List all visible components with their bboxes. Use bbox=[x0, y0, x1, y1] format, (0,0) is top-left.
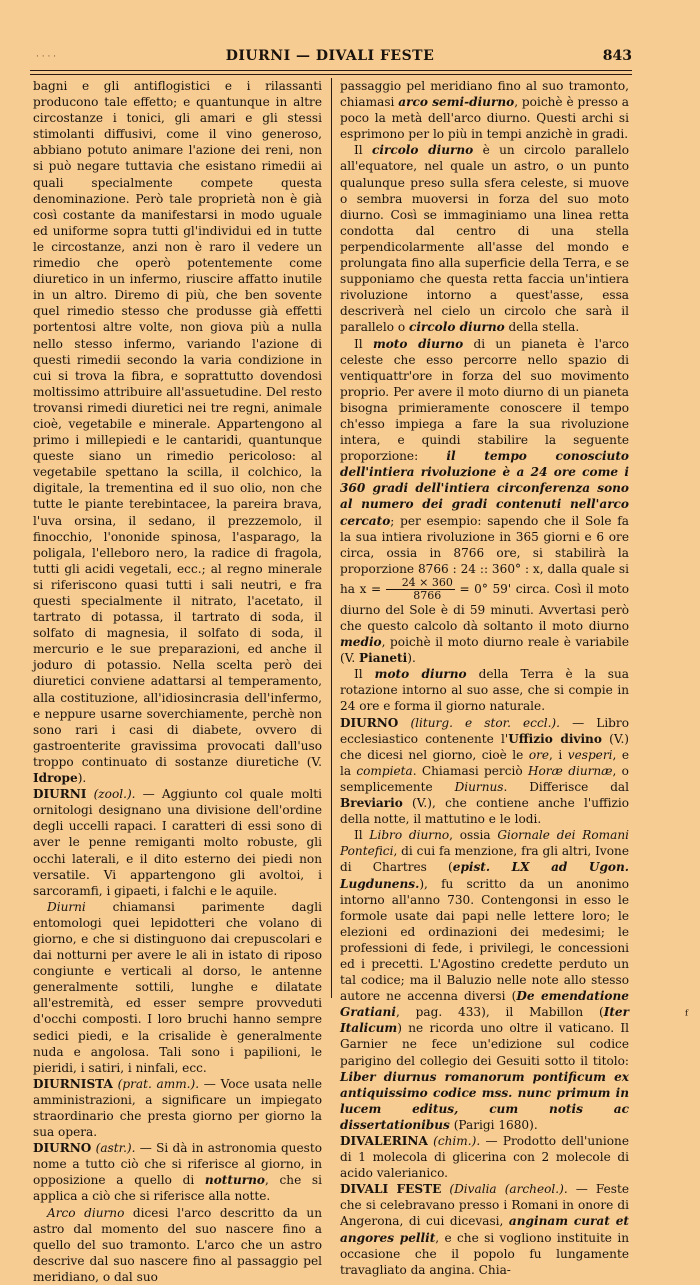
cross-reference: Pianeti bbox=[359, 651, 408, 666]
cross-reference: Uffizio divino bbox=[508, 731, 602, 746]
fraction-numerator: 24 × 360 bbox=[386, 577, 455, 590]
entry-diurni bbox=[33, 786, 322, 899]
paragraph-libro-diurno bbox=[340, 827, 629, 1133]
header-rule-second bbox=[30, 74, 632, 75]
entry-text: — Libro ecclesiastico contenente l' bbox=[340, 715, 629, 746]
cross-reference: Idrope bbox=[33, 771, 78, 786]
column-divider bbox=[331, 78, 332, 998]
entry-headword: DIURNISTA bbox=[33, 1076, 113, 1091]
entry-diurnista bbox=[33, 1076, 322, 1140]
term: Diurni bbox=[47, 899, 86, 914]
term: Diurnus bbox=[454, 779, 504, 794]
paragraph-text: , poichè è presso a poco la metà dell'arco diurno. Questi archi si esprimono per lo più in tempi anzichè in gradi. bbox=[340, 95, 629, 142]
paragraph-text: di un pianeta è l'arco celeste che esso percorre nello spazio di ventiquattr'ore in forza del suo movimento proprio. Per avere il moto diurno di un pianeta bisogna primieramente conoscere il tempo ch'esso impiega a fare la sua rivoluzione intera, e quindi stabilire la seguente proporzione: bbox=[340, 336, 630, 464]
paragraph-text: , pag. 433), il Mabillon ( bbox=[395, 1005, 604, 1020]
entry-headword: DIVALI FESTE bbox=[340, 1182, 442, 1197]
entry-text: , e che si vogliono instituite in occasione che il popolo fu lungamente travagliato da angina. Chia- bbox=[340, 1230, 629, 1277]
paragraph-text: della stella. bbox=[504, 320, 580, 335]
paragraph-circolo-diurno bbox=[340, 142, 629, 335]
entry-text: , i bbox=[549, 747, 568, 762]
cross-reference: Breviario bbox=[340, 796, 403, 811]
paragraph-text: Il bbox=[354, 828, 370, 843]
entry-text: — Prodotto dell'unione di 1 molecola di glicerina con 2 molecole di acido valerianico. bbox=[340, 1134, 629, 1181]
entry-text: , o semplicemente bbox=[340, 763, 629, 794]
entry-text: , e la bbox=[340, 747, 629, 778]
paragraph-text: , ossia bbox=[449, 828, 498, 843]
entry-category: (liturg. e stor. eccl.). bbox=[410, 715, 560, 730]
running-title: DIURNI — DIVALI FESTE bbox=[225, 48, 435, 64]
entry-diurno-liturg bbox=[340, 715, 629, 828]
entry-text: — Feste che si celebravano presso i Romani in onore di Angerona, di cui dicevasi, bbox=[340, 1182, 629, 1229]
term: circolo diurno bbox=[372, 143, 474, 158]
term: arco semi-diurno bbox=[398, 95, 515, 110]
term: Libro diurno bbox=[369, 828, 450, 843]
entry-text: . Chiamasi perciò bbox=[412, 763, 528, 778]
entry-text: — Aggiunto col quale molti ornitologi designano una divisione dell'ordine degli uccelli rapaci. I caratteri di essi sono di aver le penne remiganti molto robuste, gli occhi laterali, e il dito esterno dei piedi non versatile. Vi appartengono gli avoltoi, i sarcoramfi, i gipaeti, i falchi e le aquile. bbox=[33, 787, 322, 898]
header-rule bbox=[30, 70, 632, 71]
paragraph-text: , di cui fa menzione, fra gli altri, Ivone di Chartres ( bbox=[340, 844, 629, 875]
quotation: anginam curat et angores pellit bbox=[340, 1214, 629, 1245]
paragraph-text: è un circolo parallelo all'equatore, nel quale un astro, o un punto qualunque preso sulla sfera celeste, si muove o sembra muoversi in forza del suo moto diurno. Così se immaginiamo una linea retta condotta dal centro di una stella perpendicolarmente all'asse del mondo e prolungata fino alla superficie della Terra, e se supponiamo che questa retta faccia un'intiera rivoluzione intorno a quest'asse, essa descriverà nel cielo un circolo che sarà il parallelo o bbox=[340, 143, 629, 335]
term: Arco diurno bbox=[47, 1205, 125, 1220]
entry-category: (Divalia (archeol.). bbox=[449, 1182, 568, 1197]
paragraph-text: , poichè il moto diurno reale è variabile (V. bbox=[340, 635, 629, 666]
header-dots: · · · · bbox=[36, 52, 57, 62]
left-column bbox=[33, 78, 322, 1285]
paragraph-text: ; per esempio: sapendo che il Sole fa la sua intiera rivoluzione in 365 giorni e 6 ore circa, ossia in 8766 ore, si stabilirà la proporzione 8766 : 24 :: 360° : x, dalla quale si ha x = bbox=[340, 513, 629, 596]
entry-diurno-astr bbox=[33, 1140, 322, 1204]
fraction-denominator: 8766 bbox=[413, 588, 442, 602]
term: moto diurno bbox=[372, 336, 464, 351]
entry-text: — Si dà in astronomia questo nome a tutto ciò che si riferisce al giorno, in opposizione a quello di bbox=[33, 1141, 322, 1188]
paragraph-text: = 0° 59' circa. Così il moto diurno del Sole è di 59 minuti. Avvertasi però che questo calcolo dà soltanto il moto diurno bbox=[340, 581, 629, 633]
paragraph-arco-diurno bbox=[33, 1205, 322, 1285]
proportion-rule: il tempo conosciuto dell'intiera rivoluzione è a 24 ore come i 360 gradi dell'intiera circonferenza sono al numero dei gradi contenuti nell'arco cercato bbox=[340, 449, 629, 528]
paragraph-diurni-entomologia bbox=[33, 899, 322, 1076]
paragraph-diuretici bbox=[33, 78, 322, 786]
citation: epist. LX ad Ugon. Lugdunens. bbox=[340, 860, 630, 891]
term: moto diurno bbox=[374, 667, 467, 682]
term: circolo diurno bbox=[408, 320, 505, 335]
citation: De emendatione Gratiani bbox=[340, 989, 629, 1020]
entry-headword: DIURNO bbox=[33, 1141, 92, 1156]
paragraph-text: Il bbox=[354, 336, 373, 351]
paragraph-text: ), fu scritto da un anonimo intorno all'anno 730. Contengonsi in esso le formole usate dai papi nelle lettere loro; le elezioni ed ordinazioni dei medesimi; le professioni di fede, i privilegi, le concessioni ed i precetti. L'Agostino credette perduto un tal codice; ma il Baluzio nelle note allo stesso autore ne accenna diversi ( bbox=[340, 876, 629, 1004]
entry-headword: DIVALERINA bbox=[340, 1134, 428, 1148]
entry-divali-feste bbox=[340, 1181, 629, 1278]
paragraph-text: dicesi l'arco descritto da un astro dal momento del suo nascere fino a quello del suo tramonto. L'arco che un astro descrive dal suo nascere fino al passaggio pel meridiano, o dal suo bbox=[33, 1205, 322, 1284]
term: Giornale dei Romani Pontefici bbox=[340, 828, 629, 859]
entry-text: , che si applica a ciò che si riferisce alla notte. bbox=[33, 1173, 322, 1204]
corner-mark: ᶠ bbox=[684, 1008, 688, 1024]
paragraph-text: Il bbox=[354, 143, 372, 158]
term: compieta bbox=[356, 763, 413, 778]
entry-category: (prat. amm.). bbox=[117, 1076, 200, 1091]
term: Horæ diurnæ bbox=[527, 763, 613, 778]
entry-text: . Differisce dal bbox=[503, 779, 630, 794]
paragraph-text: passaggio pel meridiano fino al suo tramonto, chiamasi bbox=[340, 79, 629, 110]
entry-text: (V.), che contiene anche l'uffizio della notte, il mattutino e le lodi. bbox=[340, 796, 629, 827]
right-column bbox=[340, 78, 629, 1278]
entry-text: (V.) che dicesi nel giorno, cioè le bbox=[340, 731, 630, 762]
paragraph-text: ). bbox=[407, 651, 416, 666]
term: medio bbox=[340, 635, 382, 650]
running-header bbox=[30, 48, 630, 68]
entry-category: (zool.). bbox=[93, 787, 136, 802]
citation: Iter Italicum bbox=[340, 1005, 629, 1036]
paragraph-text: della Terra è la sua rotazione intorno al suo asse, che si compie in 24 ore e forma il giorno naturale. bbox=[340, 667, 629, 714]
fraction bbox=[386, 577, 455, 602]
paragraph-text: Il bbox=[354, 667, 375, 682]
paragraph-text: ). bbox=[77, 771, 87, 786]
page-number: 843 bbox=[602, 48, 632, 64]
paragraph-text: (Parigi 1680). bbox=[449, 1117, 538, 1132]
entry-category: (astr.). bbox=[95, 1141, 136, 1156]
entry-category: (chim.). bbox=[433, 1134, 481, 1148]
paragraph-text: ) ne ricorda uno oltre il vaticano. Il Garnier ne fece un'edizione sul codice parigino del collegio dei Gesuiti sotto il titolo: bbox=[340, 1021, 629, 1068]
entry-headword: DIURNI bbox=[33, 787, 87, 802]
paragraph-moto-diurno-terra bbox=[340, 666, 629, 714]
citation: Liber diurnus romanorum pontificum ex antiquissimo codice mss. nunc primum in lucem editus, cum notis ac dissertationibus bbox=[340, 1069, 629, 1132]
entry-divalerina bbox=[340, 1133, 629, 1181]
term: notturno bbox=[204, 1173, 265, 1188]
term: ore bbox=[528, 747, 550, 762]
entry-headword: DIURNO bbox=[340, 715, 399, 730]
entry-text: — Voce usata nelle amministrazioni, a significare un impiegato straordinario che presta giorno per giorno la sua opera. bbox=[33, 1076, 322, 1140]
paragraph-moto-diurno-pianeta bbox=[340, 336, 629, 667]
paragraph-arco-semi-diurno bbox=[340, 78, 629, 142]
paragraph-text: bagni e gli antiflogistici e i rilassanti producono tale effetto; e quantunque in altre circostanze i tonici, gli amari e gli stessi stimolanti diffusivi, come il vino generoso, abbiano potuto animare l'azione dei reni, non si può negare tuttavia che esistano rimedii ai quali specialmente compete questa denominazione. Però tale proprietà non è già così costante da manifestarsi in modo uguale ed uniforme sopra tutti gl'individui ed in tutte le circostanze, anzi non è raro il vedere un rimedio che operò potentemente come diuretico in un infermo, riuscire affatto inutile in un altro. Diremo di più, che ben sovente quel rimedio stesso che produsse già effetti portentosi altre volte, non giova più a nulla nello stesso infermo, variando l'azione di questi rimedii secondo la varia condizione in cui si trova la fibra, e soprattutto dovendosi moltissimo attribuire all'assuetudine. Del resto trovansi rimedi diuretici nei tre regni, animale cioè, vegetabile e minerale. Appartengono al primo i millepiedi e le cantaridi, quantunque queste siano un rimedio pericoloso: al vegetabile spettano la scilla, il colchico, la digitale, la trementina ed il suo olio, non che tutte le piante terebintacee, la pareira brava, l'uva orsina, il sedano, il prezzemolo, il finocchio, l'ononide spinosa, l'asparago, la poligala, l'elleboro nero, la radice di fragola, tutti gli acidi vegetali, ecc.; al regno minerale si riferiscono quasi tutti i sali neutri, e fra questi specialmente il nitrato, l'acetato, il tartrato di potassa, il tartrato di soda, il solfato di magnesia, il solfato di soda, il mercurio e le sue preparazioni, ed anche il joduro di potassio. Nella scelta però dei diuretici conviene adattarsi al temperamento, alla costituzione, all'idiosincrasia dell'infermo, e neppure usarne soverchiamente, perchè non sono rari i casi di diabete, ovvero di gastroenterite gravissima provocati dall'uso troppo continuato di sostanze diuretiche (V. bbox=[33, 79, 322, 769]
paragraph-text: chiamansi parimente dagli entomologi quei lepidotteri che volano di giorno, e che si distinguono dai crepuscolari e dai notturni per avere le ali in istato di riposo congiunte e verticali al dorso, le antenne generalmente sottili, lunghe e dilatate all'estremità, ed esser sempre provveduti d'occhi composti. I loro bruchi hanno sempre sedici piedi, e la crisalide è generalmente nuda e angolosa. Tali sono i papilioni, le pieridi, i satiri, i ninfali, ecc. bbox=[33, 899, 322, 1075]
term: vesperi bbox=[567, 747, 613, 762]
